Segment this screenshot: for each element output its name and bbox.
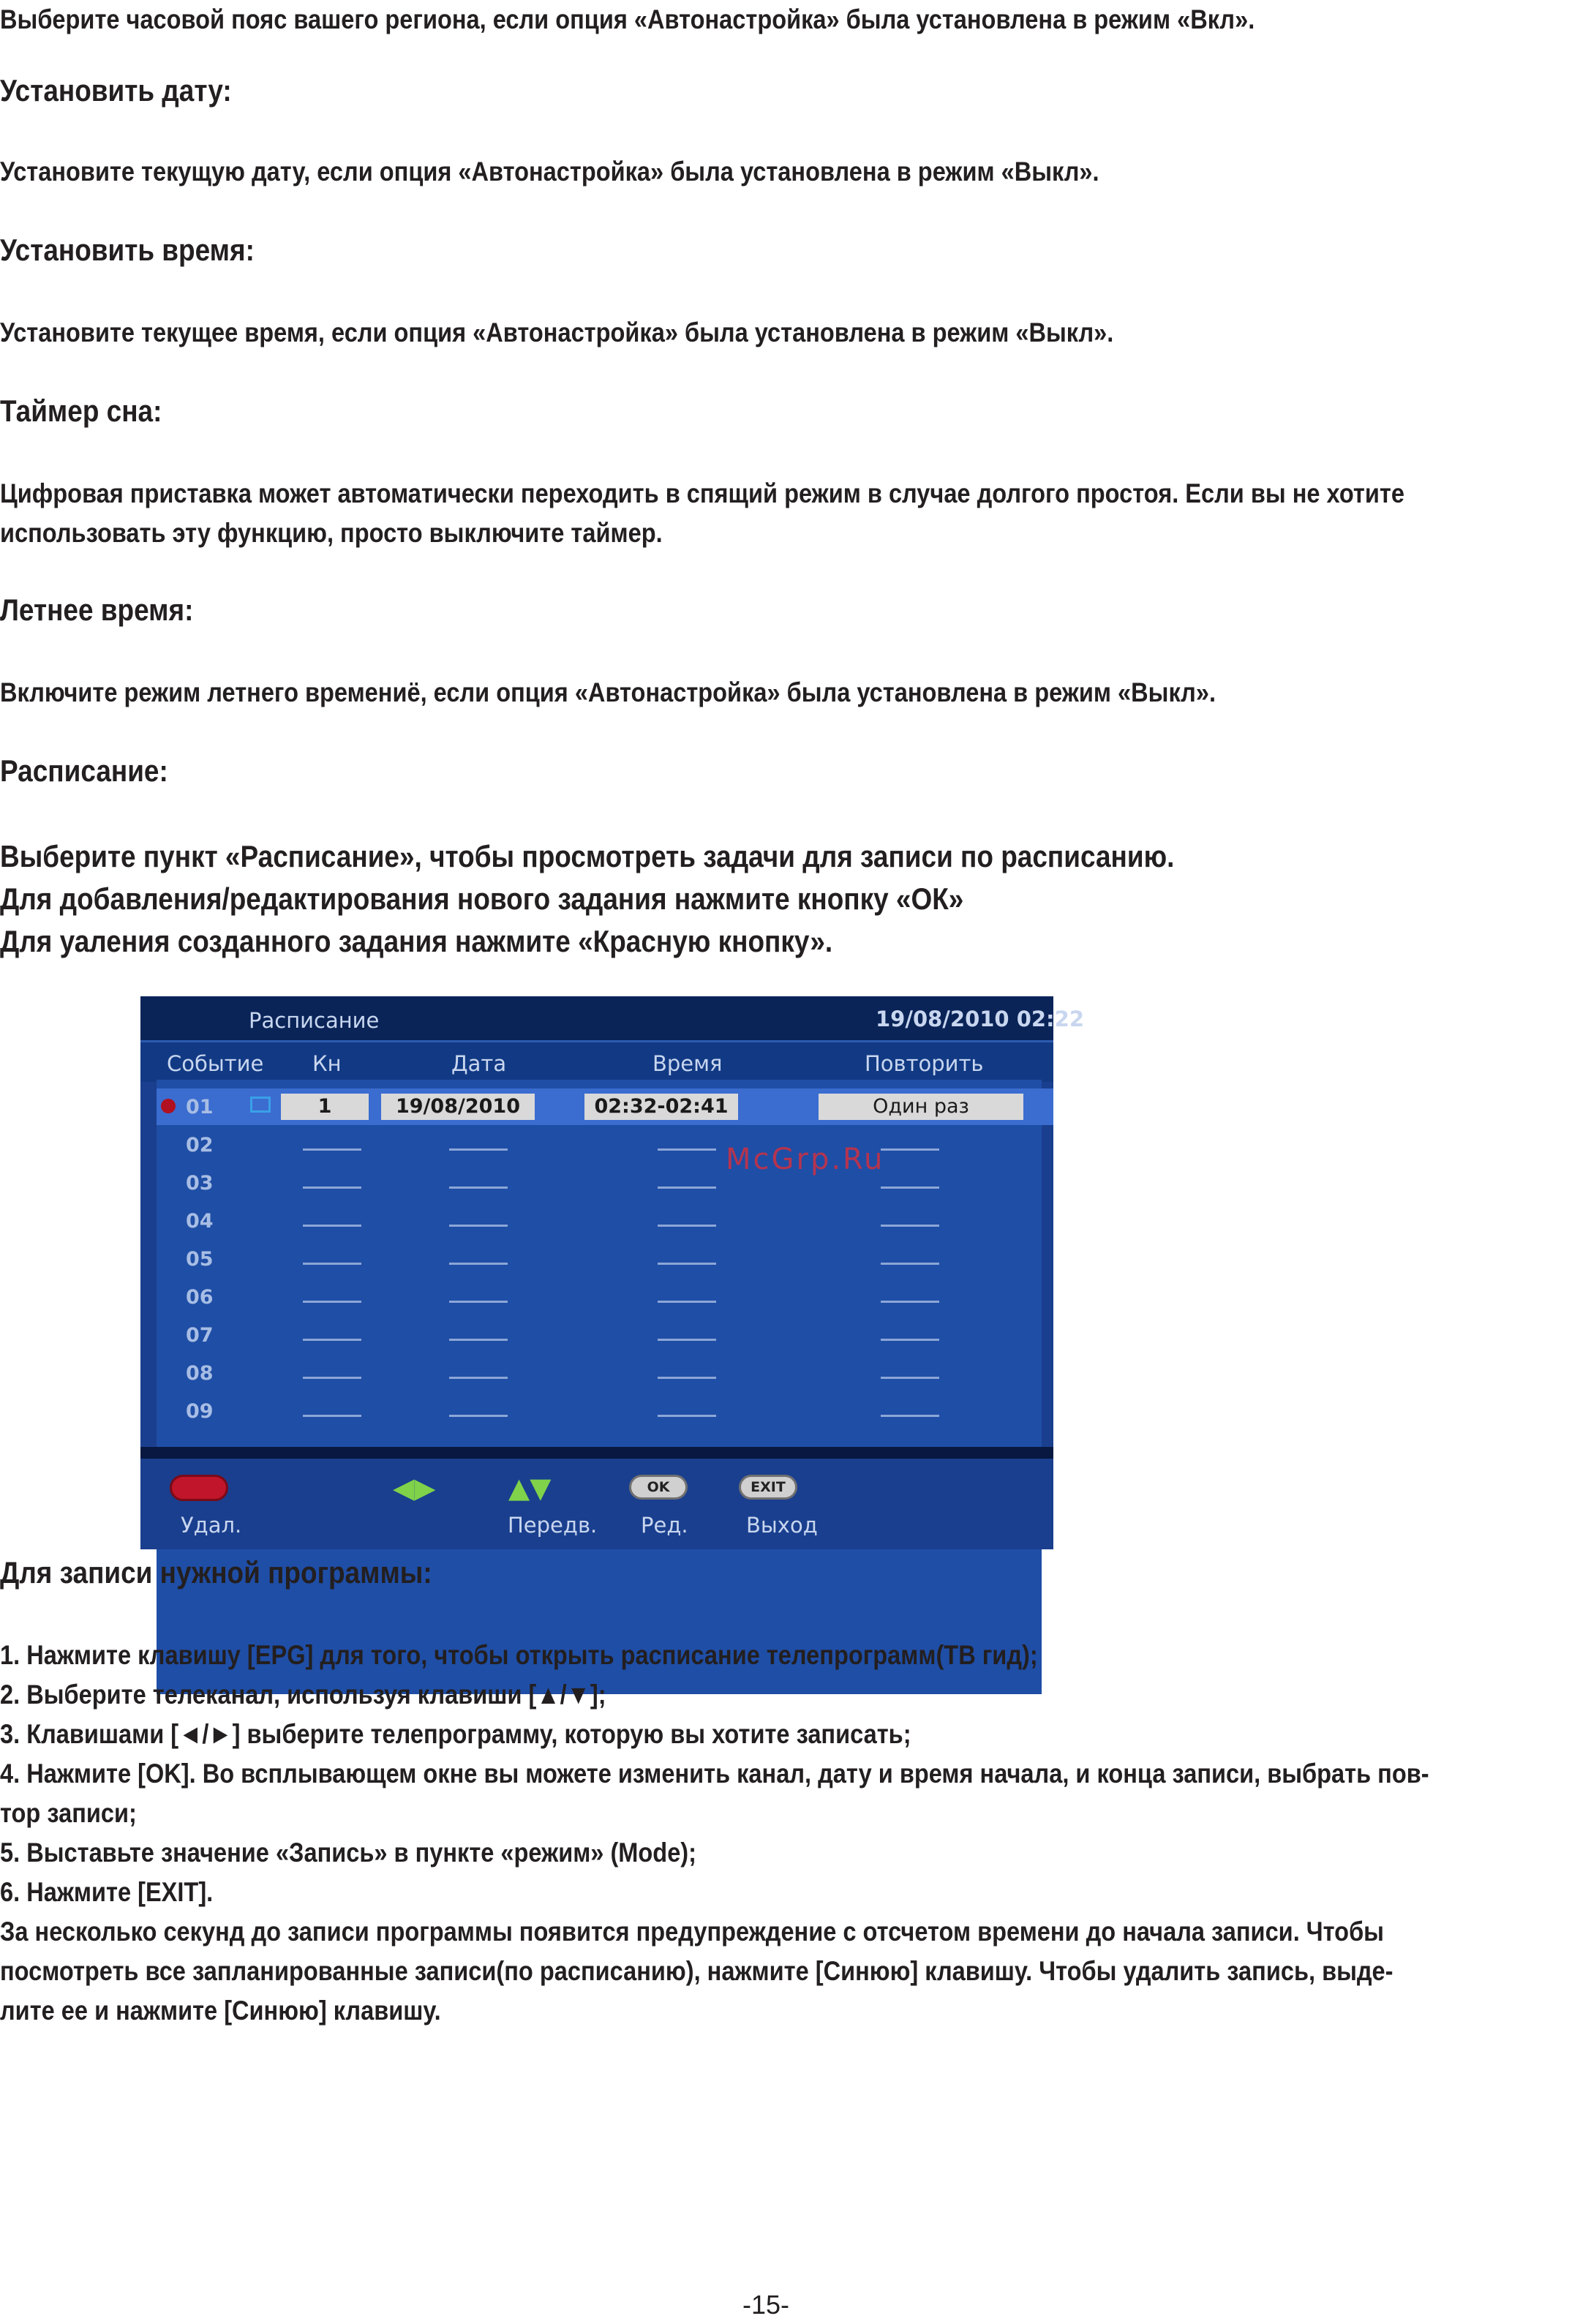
empty-cell-dash <box>881 1415 939 1417</box>
label-delete: Удал. <box>181 1513 242 1538</box>
schedule-row-empty <box>157 1393 1053 1429</box>
schedule-screen-image <box>140 996 1085 1538</box>
red-button-icon <box>170 1475 228 1501</box>
empty-cell-dash <box>881 1377 939 1379</box>
text-schedule-2: Для добавления/редактирования нового задания нажмите кнопку «ОК» <box>0 881 964 916</box>
heading-set-date: Установить дату: <box>0 73 232 108</box>
empty-cell-dash <box>881 1187 939 1189</box>
row-number: 05 <box>186 1248 214 1271</box>
label-exit: Выход <box>746 1513 818 1538</box>
record-line-1: 1. Нажмите клавишу [EPG] для того, чтобы открыть расписание телепрограмм(ТВ гид); <box>0 1640 1038 1670</box>
empty-cell-dash <box>658 1187 716 1189</box>
label-edit: Ред. <box>641 1513 688 1538</box>
empty-cell-dash <box>658 1301 716 1303</box>
record-line-6: 5. Выставьте значение «Запись» в пункте «режим» (Mode); <box>0 1838 696 1868</box>
empty-cell-dash <box>303 1377 361 1379</box>
empty-cell-dash <box>449 1225 508 1227</box>
col-event: Событие <box>167 1051 264 1076</box>
empty-cell-dash <box>449 1415 508 1417</box>
col-date: Дата <box>451 1051 507 1076</box>
empty-cell-dash <box>658 1377 716 1379</box>
record-line-9: посмотреть все запланированные записи(по расписанию), нажмите [Синюю] клавишу. Чтобы удалить запись, выде- <box>0 1956 1393 1986</box>
row-number: 09 <box>186 1400 214 1423</box>
empty-cell-dash <box>658 1339 716 1341</box>
record-line-5: тор записи; <box>0 1798 137 1828</box>
cell-date: 19/08/2010 <box>381 1094 535 1120</box>
record-line-3: 3. Клавишами [◄/►] выберите телепрограмму, которую вы хотите записать; <box>0 1719 911 1749</box>
schedule-row-empty <box>157 1317 1053 1353</box>
empty-cell-dash <box>658 1148 716 1151</box>
row-number: 04 <box>186 1210 214 1233</box>
empty-cell-dash <box>881 1301 939 1303</box>
row-number: 07 <box>186 1324 214 1347</box>
text-summer-time: Включите режим летнего времениё, если опция «Автонастройка» была установлена в режим «Выкл». <box>0 677 1216 707</box>
schedule-row-empty <box>157 1127 1053 1163</box>
ok-key-icon: OK <box>629 1475 688 1500</box>
left-right-arrows-icon: ◀▶ <box>393 1472 436 1504</box>
exit-key-icon: EXIT <box>739 1475 797 1500</box>
cell-time: 02:32-02:41 <box>584 1094 738 1120</box>
text-set-time: Установите текущее время, если опция «Автонастройка» была установлена в режим «Выкл». <box>0 317 1114 347</box>
record-line-8: За несколько секунд до записи программы появится предупреждение с отсчетом времени до начала записи. Чтобы <box>0 1917 1384 1947</box>
row-number: 02 <box>186 1134 214 1157</box>
empty-cell-dash <box>449 1377 508 1379</box>
heading-sleep-timer: Таймер сна: <box>0 394 162 428</box>
schedule-row-empty <box>157 1241 1053 1277</box>
record-line-2: 2. Выберите телеканал, используя клавиши [▲/▼]; <box>0 1680 606 1710</box>
row-number: 03 <box>186 1172 214 1195</box>
text-schedule-3: Для уаления созданного задания нажмите «Красную кнопку». <box>0 924 833 958</box>
empty-cell-dash <box>303 1415 361 1417</box>
empty-cell-dash <box>449 1187 508 1189</box>
record-line-7: 6. Нажмите [EXIT]. <box>0 1877 214 1907</box>
empty-cell-dash <box>658 1263 716 1265</box>
row-number: 06 <box>186 1286 214 1309</box>
record-line-10: лите ее и нажмите [Синюю] клавишу. <box>0 1996 441 2026</box>
empty-cell-dash <box>881 1225 939 1227</box>
schedule-row-selected <box>157 1088 1053 1125</box>
text-sleep-timer-1: Цифровая приставка может автоматически переходить в спящий режим в случае долгого простоя. Если вы не хотите <box>0 478 1404 508</box>
empty-cell-dash <box>449 1301 508 1303</box>
schedule-row-empty <box>157 1279 1053 1315</box>
empty-cell-dash <box>303 1148 361 1151</box>
col-channel: Кн <box>312 1051 342 1076</box>
cell-channel: 1 <box>281 1094 369 1120</box>
tv-icon <box>250 1097 271 1113</box>
up-down-arrows-icon: ▲▼ <box>508 1472 552 1504</box>
col-time: Время <box>652 1051 723 1076</box>
empty-cell-dash <box>881 1339 939 1341</box>
empty-cell-dash <box>449 1148 508 1151</box>
empty-cell-dash <box>303 1339 361 1341</box>
schedule-row-empty <box>157 1203 1053 1239</box>
text-schedule-1: Выберите пункт «Расписание», чтобы просмотреть задачи для записи по расписанию. <box>0 839 1175 873</box>
heading-set-time: Установить время: <box>0 233 255 267</box>
empty-cell-dash <box>303 1225 361 1227</box>
text-sleep-timer-2: использовать эту функцию, просто выключите таймер. <box>0 518 663 548</box>
empty-cell-dash <box>881 1148 939 1151</box>
col-repeat: Повторить <box>865 1051 984 1076</box>
label-move: Передв. <box>508 1513 598 1538</box>
intro-text: Выберите часовой пояс вашего региона, если опция «Автонастройка» была установлена в режим «Вкл». <box>0 4 1255 34</box>
row-number: 01 <box>186 1096 214 1118</box>
empty-cell-dash <box>303 1301 361 1303</box>
record-line-4: 4. Нажмите [OK]. Во всплывающем окне вы можете изменить канал, дату и время начала, и конца записи, выбрать пов- <box>0 1759 1429 1789</box>
empty-cell-dash <box>449 1339 508 1341</box>
screen-datetime: 19/08/2010 02:22 <box>876 1007 1085 1031</box>
cell-repeat: Один раз <box>819 1094 1023 1120</box>
screen-footer <box>140 1447 1053 1549</box>
heading-summer-time: Летнее время: <box>0 593 194 627</box>
screen-title-bar <box>140 996 1085 1040</box>
empty-cell-dash <box>303 1187 361 1189</box>
record-dot-icon <box>161 1099 176 1113</box>
empty-cell-dash <box>449 1263 508 1265</box>
heading-record: Для записи нужной программы: <box>0 1555 432 1590</box>
row-number: 08 <box>186 1362 214 1385</box>
empty-cell-dash <box>881 1263 939 1265</box>
text-set-date: Установите текущую дату, если опция «Автонастройка» была установлена в режим «Выкл». <box>0 157 1099 187</box>
heading-schedule: Расписание: <box>0 753 168 788</box>
screen-title: Расписание <box>249 1008 380 1033</box>
column-headers <box>140 1040 1053 1082</box>
page-number: -15- <box>742 2290 790 2320</box>
schedule-row-empty <box>157 1355 1053 1391</box>
empty-cell-dash <box>303 1263 361 1265</box>
empty-cell-dash <box>658 1225 716 1227</box>
watermark: McGrp.Ru <box>726 1143 885 1176</box>
schedule-row-empty <box>157 1165 1053 1201</box>
empty-cell-dash <box>658 1415 716 1417</box>
